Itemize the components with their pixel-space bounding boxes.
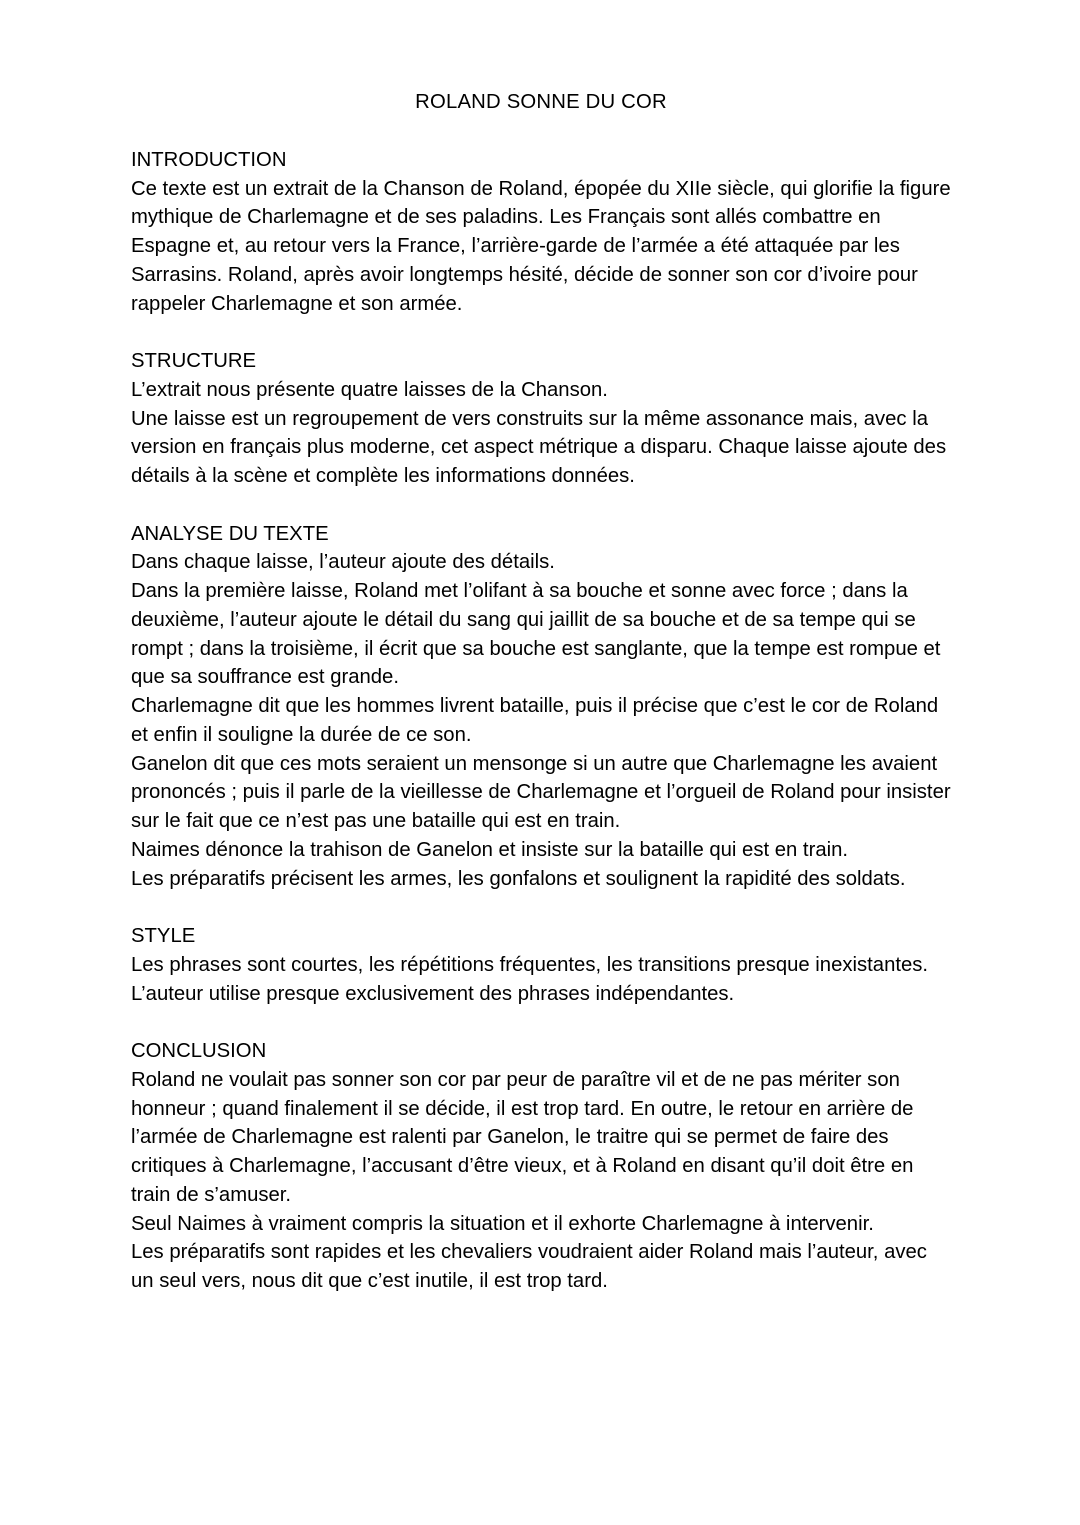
section-heading: STRUCTURE (131, 350, 257, 372)
paragraph: Dans la première laisse, Roland met l’olifant à sa bouche et sonne avec force ; dans la deuxième, l’auteur ajoute le détail du sang qui jaillit de sa bouche et de sa tempe qui se rompt ; dans la troisième, il écrit que sa bouche est sanglante, que la tempe est rompue et que sa souffrance est grande. (131, 580, 941, 689)
section-structure (131, 347, 951, 491)
paragraph: L’extrait nous présente quatre laisses de la Chanson. (131, 378, 608, 401)
paragraph: Les préparatifs précisent les armes, les gonfalons et soulignent la rapidité des soldats. (131, 867, 906, 890)
section-heading: INTRODUCTION (131, 148, 287, 171)
section-introduction (131, 146, 951, 319)
paragraph: Les préparatifs sont rapides et les chevaliers voudraient aider Roland mais l’auteur, avec un seul vers, nous dit que c’est inutile, il est trop tard. (131, 1241, 927, 1292)
section-heading: CONCLUSION (131, 1040, 267, 1062)
section-heading: ANALYSE DU TEXTE (131, 522, 329, 545)
paragraph: Seul Naimes à vraiment compris la situation et il exhorte Charlemagne à intervenir. (131, 1212, 874, 1235)
document-page (131, 88, 951, 1325)
paragraph: Naimes dénonce la trahison de Ganelon et insiste sur la bataille qui est en train. (131, 838, 849, 861)
paragraph: Les phrases sont courtes, les répétitions fréquentes, les transitions presque inexistantes. L’auteur utilise presque exclusivement des phrases indépendantes. (131, 953, 929, 1005)
section-analyse (131, 520, 951, 894)
paragraph: Roland ne voulait pas sonner son cor par peur de paraître vil et de ne pas mériter son honneur ; quand finalement il se décide, il est trop tard. En outre, le retour en arrière de l’armée de Charlemagne est ralenti par Ganelon, le traitre qui se permet de faire des critiques à Charlemagne, l’accusant d’être vieux, et à Roland en disant qu’il doit être en train de s’amuser. (131, 1068, 914, 1206)
paragraph: Ganelon dit que ces mots seraient un mensonge si un autre que Charlemagne les avaient prononcés ; puis il parle de la vieillesse de Charlemagne et l’orgueil de Roland pour insister sur le fait que ce n’est pas une bataille qui est en train. (131, 752, 951, 832)
paragraph: Une laisse est un regroupement de vers construits sur la même assonance mais, avec la version en français plus moderne, cet aspect métrique a disparu. Chaque laisse ajoute des détails à la scène et complète les informations données. (131, 407, 947, 487)
document-title: ROLAND SONNE DU COR (415, 91, 667, 113)
paragraph: Dans chaque laisse, l’auteur ajoute des détails. (131, 551, 555, 574)
section-conclusion (131, 1037, 951, 1296)
paragraph: Ce texte est un extrait de la Chanson de Roland, épopée du XIIe siècle, qui glorifie la figure mythique de Charlemagne et de ses paladins. Les Français sont allés combattre en Espagne et, au retour vers la France, l’arrière-garde de l’armée a été attaquée par les Sarrasins. Roland, après avoir longtemps hésité, décide de sonner son cor d’ivoire pour rappeler Charlemagne et son armée. (131, 177, 951, 315)
paragraph: Charlemagne dit que les hommes livrent bataille, puis il précise que c’est le cor de Roland et enfin il souligne la durée de ce son. (131, 695, 939, 746)
section-style (131, 922, 951, 1008)
section-heading: STYLE (131, 925, 196, 947)
